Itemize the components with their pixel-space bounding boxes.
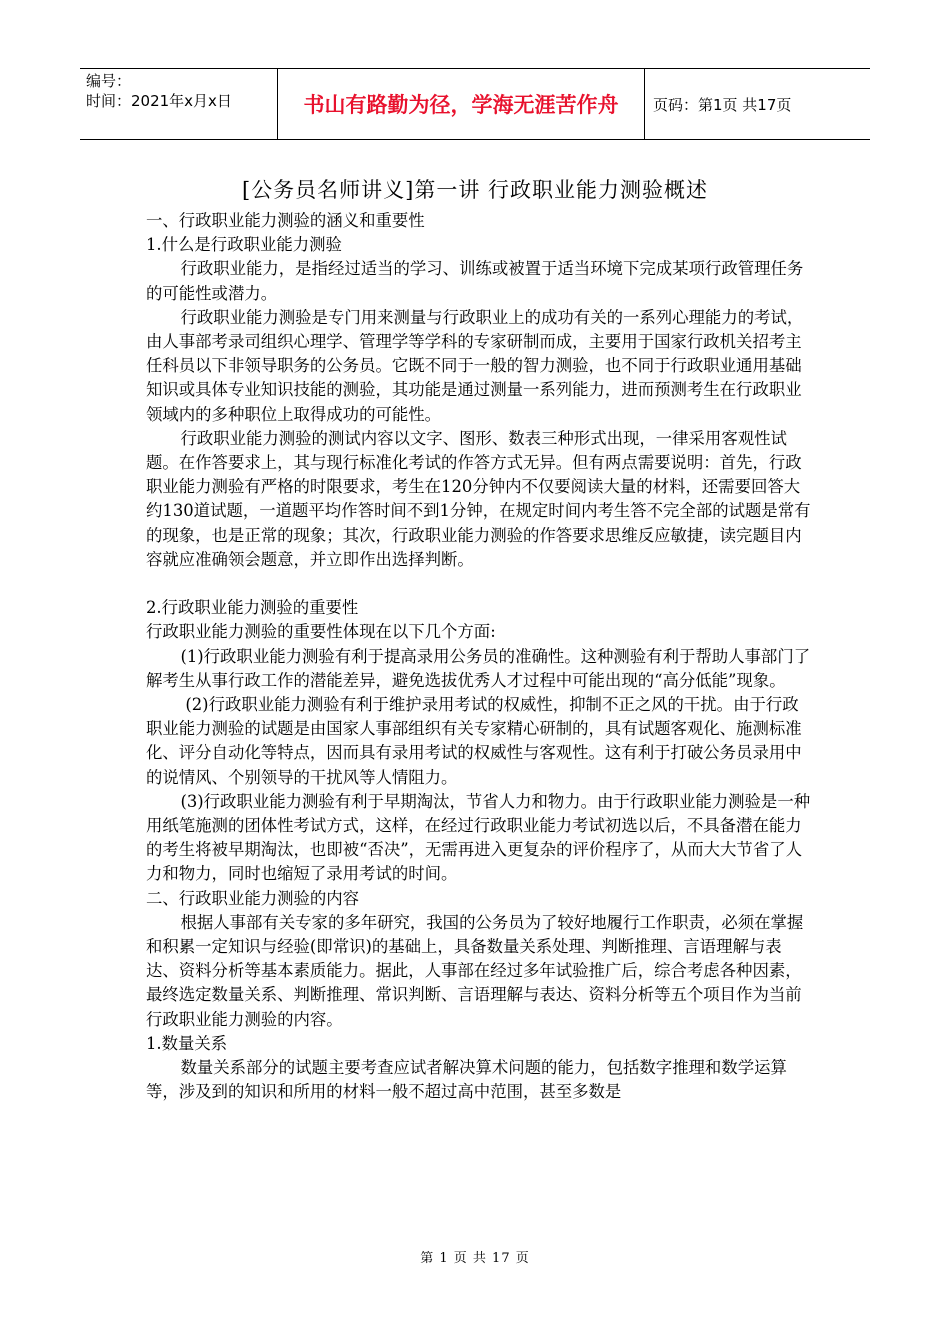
body-paragraph: 行政职业能力测验是专门用来测量与行政职业上的成功有关的一系列心理能力的考试，由人事部考录司组织心理学、管理学等学科的专家研制而成，主要用于国家行政机关招考主任科员以下非领导职务的公务员。它既不同于一般的智力测验，也不同于行政职业通用基础知识或具体专业知识技能的测验，其功能是通过测量一系列能力，进而预测考生在行政职业领域内的多种职位上取得成功的可能性。 (146, 307, 804, 424)
subsection-heading-1-1: 1.什么是行政职业能力测验 (146, 235, 342, 255)
motto-text: 书山有路勤为径，学海无涯苦作舟 (303, 93, 619, 117)
body-paragraph: 数量关系部分的试题主要考查应试者解决算术问题的能力，包括数字推理和数学运算等，涉及到的知识和所用的材料一般不超过高中范围，甚至多数是 (146, 1058, 787, 1102)
header-table (80, 68, 870, 140)
body-paragraph: 行政职业能力测验的重要性体现在以下几个方面: (146, 622, 496, 642)
page-info-cell (645, 69, 870, 139)
paragraph-gap (146, 572, 814, 596)
list-item-paragraph: (1)行政职业能力测验有利于提高录用公务员的准确性。这种测验有利于帮助人事部门了解考生从事行政工作的潜能差异，避免选拔优秀人才过程中可能出现的“高分低能”现象。 (146, 646, 811, 690)
list-item-paragraph: (2)行政职业能力测验有利于维护录用考试的权威性，抑制不正之风的干扰。由于行政职业能力测验的试题是由国家人事部组织有关专家精心研制的，具有试题客观化、施测标准化、评分自动化等特点，因而具有录用考试的权威性与客观性。这有利于打破公务员录用中的说情风、个别领导的干扰风等人情阻力。 (146, 695, 802, 787)
subsection-heading-2-1: 1.数量关系 (146, 1033, 228, 1053)
time-label: 时间：2021年x月x日 (86, 92, 232, 110)
number-label: 编号： (86, 72, 132, 90)
body-paragraph: 行政职业能力，是指经过适当的学习、训练或被置于适当环境下完成某项行政管理任务的可能性或潜力。 (146, 259, 804, 303)
page-info-text: 页码：第1页 共17页 (653, 95, 792, 114)
section-heading-1: 一、行政职业能力测验的涵义和重要性 (146, 211, 425, 230)
body-paragraph: 根据人事部有关专家的多年研究，我国的公务员为了较好地履行工作职责，必须在掌握和积累一定知识与经验(即常识)的基础上，具备数量关系处理、判断推理、言语理解与表达、资料分析等基本素质能力。据此，人事部在经过多年试验推广后，综合考虑各种因素，最终选定数量关系、判断推理、常识判断、言语理解与表达、资料分析等五个项目作为当前行政职业能力测验的内容。 (146, 912, 804, 1029)
section-heading-2: 二、行政职业能力测验的内容 (146, 888, 360, 908)
list-item-paragraph: (3)行政职业能力测验有利于早期淘汰，节省人力和物力。由于行政职业能力测验是一种用纸笔施测的团体性考试方式，这样，在经过行政职业能力考试初选以后，不具备潜在能力的考生将被早期淘汰，也即被“否决”，无需再进入更复杂的评价程序了，从而大大节省了人力和物力，同时也缩短了录用考试的时间。 (146, 791, 811, 884)
document-title: [公务员名师讲义]第一讲 行政职业能力测验概述 (241, 178, 709, 202)
document-body (146, 209, 814, 1105)
motto-cell (278, 69, 645, 139)
page-footer: 第 1 页 共 17 页 (420, 1251, 530, 1266)
subsection-heading-1-2: 2.行政职业能力测验的重要性 (146, 598, 359, 618)
header-meta-cell (80, 69, 278, 139)
body-paragraph: 行政职业能力测验的测试内容以文字、图形、数表三种形式出现，一律采用客观性试题。在作答要求上，其与现行标准化考试的作答方式无异。但有两点需要说明：首先，行政职业能力测验有严格的时限要求，考生在120分钟内不仅要阅读大量的材料，还需要回答大约130道试题，一道题平均作答时间不到1分钟，在规定时间内考生答不完全部的试题是常有的现象，也是正常的现象；其次，行政职业能力测验的作答要求思维反应敏捷，读完题目内容就应准确领会题意，并立即作出选择判断。 (146, 428, 811, 569)
